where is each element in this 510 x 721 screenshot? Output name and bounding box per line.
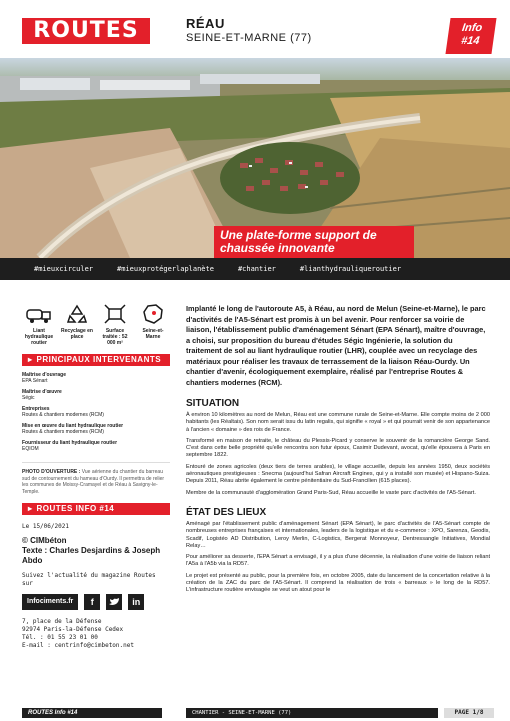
actor-role: Maîtrise d'ouvrage	[22, 372, 66, 378]
actor-item	[22, 423, 170, 435]
key-figure-label: Surface traitée : 52 000 m²	[102, 328, 128, 346]
actors-heading	[22, 354, 170, 366]
paragraph: À environ 10 kilomètres au nord de Melun, Réau est une commune rurale de Seine-et-Marne. Elle compte moins de 2 000 habitants (les Réaltais). Son nom serait issu du latin regalis, qui signifie « royal » et qui pourrait venir de son appartenance à l'ancien « domaine » des rois de France.	[186, 412, 490, 433]
photo-caption-text: Vue aérienne du chantier du barreau sud de contournement du hameau d'Ourdy. Il permettra de relier les communes de Moissy-Cramayel et de Réau à Savigny-le-Temple.	[22, 469, 165, 495]
photo-caption-label: PHOTO D'OUVERTURE :	[22, 469, 81, 475]
infociments-link[interactable]: Infociments.fr	[22, 594, 78, 610]
routes-logo: ROUTES	[22, 18, 150, 44]
sidebar	[22, 304, 170, 650]
footer-publication: ROUTES Info #14	[22, 708, 162, 718]
routes-info-heading-text: ROUTES INFO #14	[36, 504, 115, 513]
page-header	[0, 0, 510, 58]
hashtag[interactable]: #lianthydrauliqueroutier	[299, 265, 402, 273]
social-links	[22, 594, 170, 610]
hashtag[interactable]: #chantier	[237, 265, 276, 273]
publication-date: Le 15/06/2021	[22, 523, 69, 530]
hashtag[interactable]: #mieuxcirculer	[34, 265, 94, 273]
actor-name: EQIOM	[22, 446, 39, 452]
paragraph: Membre de la communauté d'agglomération Grand Paris-Sud, Réau accueille le vaste parc d'activités de l'A5-Sénart.	[186, 489, 476, 496]
key-figure-binder	[22, 304, 56, 346]
key-figure-label: Seine-et-Marne	[142, 328, 164, 340]
surface-icon	[104, 304, 126, 324]
actor-name: Routes & chantiers modernes (RCM)	[22, 429, 104, 435]
actor-item	[22, 406, 170, 418]
twitter-icon[interactable]	[106, 594, 122, 610]
actor-name: Ségic	[22, 395, 35, 401]
paragraph: Le projet est présenté au public, pour la première fois, en octobre 2005, date du lancement de la concertation relative à la création de la ZAC du parc de l'A5-Sénart. Il comprend la réalisation de trois « barreaux » le long de la RD57. L'infrastructure routière envisagée se veut un atout pour le	[186, 572, 490, 594]
photo-caption	[22, 462, 170, 495]
address-line: 7, place de la Défense	[22, 618, 102, 625]
phone-line: Tél. : 01 55 23 01 00	[22, 634, 98, 641]
hashtag[interactable]: #mieuxprotégerlaplanète	[117, 265, 214, 273]
credit-authors: Texte : Charles Desjardins & Joseph Abdo	[22, 546, 161, 565]
section-heading-situation: SITUATION	[186, 398, 240, 409]
hashtag-bar	[0, 258, 510, 280]
key-figure-recycling	[60, 304, 94, 346]
linkedin-icon[interactable]: in	[128, 594, 144, 610]
key-figure-label: Recyclage en place	[61, 328, 93, 340]
section-heading-etat-des-lieux: ÉTAT DES LIEUX	[186, 506, 267, 518]
actor-role: Fournisseur du liant hydraulique routier	[22, 440, 118, 446]
credit-org: © CIMbéton	[22, 536, 67, 545]
actor-name: Routes & chantiers modernes (RCM)	[22, 412, 104, 418]
address-line: 92974 Paris-la-Défense Cedex	[22, 626, 124, 633]
key-figures-icons	[22, 304, 170, 346]
location-block	[186, 16, 312, 44]
article-title: Une plate-forme support de chaussée innovante	[214, 226, 414, 258]
actor-item	[22, 440, 170, 452]
actors-list	[22, 372, 170, 452]
key-figure-surface	[98, 304, 132, 346]
actor-name: EPA Sénart	[22, 378, 48, 384]
actor-role: Mise en œuvre du liant hydraulique routier	[22, 423, 124, 429]
arrow-icon: ▸	[28, 504, 33, 513]
map-icon	[142, 304, 164, 324]
paragraph: Entouré de zones agricoles (deux tiers de terres arables), le village accueille, depuis les années 1950, deux sociétés aéronautiques prestigieuses : Snecma (aujourd'hui Safran Aircraft Engines, qui y a installé son musée) et Hispano-Suiza. Depuis 2011, Réau abrite également le centre pénitentiaire du Sud-Francilien (615 places).	[186, 463, 490, 485]
follow-text: Suivez l'actualité du magazine Routes sur	[22, 572, 156, 587]
issue-badge-line2: #14	[460, 35, 481, 47]
page-footer	[0, 706, 510, 721]
contact-address	[22, 618, 170, 650]
article-body	[186, 304, 490, 599]
actor-role: Entreprises	[22, 406, 50, 412]
paragraph: Transformé en maison de retraite, le château du Plessis-Picard y conserve le souvenir de la romancière George Sand. C'est dans cette belle propriété qu'elle rencontra son futur époux, Casimir Dudevant, avocat, qu'elle épousera à Paris en septembre 1822.	[186, 437, 490, 459]
truck-icon	[26, 304, 52, 324]
arrow-icon: ▸	[28, 355, 33, 364]
actors-heading-text: PRINCIPAUX INTERVENANTS	[36, 355, 162, 364]
article-lead: Implanté le long de l'autoroute A5, à Réau, au nord de Melun (Seine-et-Marne), le parc d'activités de l'A5-Sénart est promis à un bel avenir. Pour renforcer sa voirie de liaison, l'établissement public d'aménagement Sénart (EPA Sénart), maître d'ouvrage, a choisi, sur proposition du bureau d'études Ségic Ingénierie, la solution du traitement de sol au liant hydraulique routier (LHR), couplée avec un recyclage des matériaux pour réaliser les travaux de terrassement de la liaison Réau-Ourdy. Un chantier d'avenir, écologiquement exemplaire, réalisé par l'entreprise Routes & chantiers modernes (RCM).	[186, 304, 486, 387]
facebook-icon[interactable]: f	[84, 594, 100, 610]
actor-item	[22, 372, 170, 384]
department-name: SEINE-ET-MARNE (77)	[186, 32, 312, 44]
actor-role: Maîtrise d'œuvre	[22, 389, 62, 395]
issue-badge	[445, 18, 496, 54]
paragraph: Aménagé par l'établissement public d'aménagement Sénart (EPA Sénart), le parc d'activités de l'A5-Sénart compte de nombreuses entreprises françaises et internationales, leaders de la logistique et du e-commerce : XPO, Sarenza, Geodis, Scadif, Logistéo AD Distribution, Leroy Merlin, C-Logistics, Bergerat Monnoyeur, Dentressangle Initiatives, Mondial Relay…	[186, 520, 490, 549]
routes-info-heading	[22, 503, 170, 515]
issue-badge-line1: Info	[461, 22, 484, 34]
page-number: PAGE 1/8	[444, 708, 494, 718]
actor-item	[22, 389, 170, 401]
paragraph: Pour améliorer sa desserte, l'EPA Sénart a envisagé, il y a plus d'une décennie, la réalisation d'une voirie de liaison reliant l'A5a à l'A5b via la RD57.	[186, 554, 490, 568]
email-line[interactable]: E-mail : centrinfo@cimbeton.net	[22, 642, 134, 649]
city-name: RÉAU	[186, 16, 225, 31]
twitter-bird-icon	[106, 594, 122, 610]
key-figure-location	[136, 304, 170, 346]
footer-section: CHANTIER - SEINE-ET-MARNE (77)	[186, 708, 438, 718]
credits	[22, 536, 170, 566]
recycle-icon	[66, 304, 88, 324]
key-figure-label: Liant hydraulique routier	[24, 328, 54, 346]
